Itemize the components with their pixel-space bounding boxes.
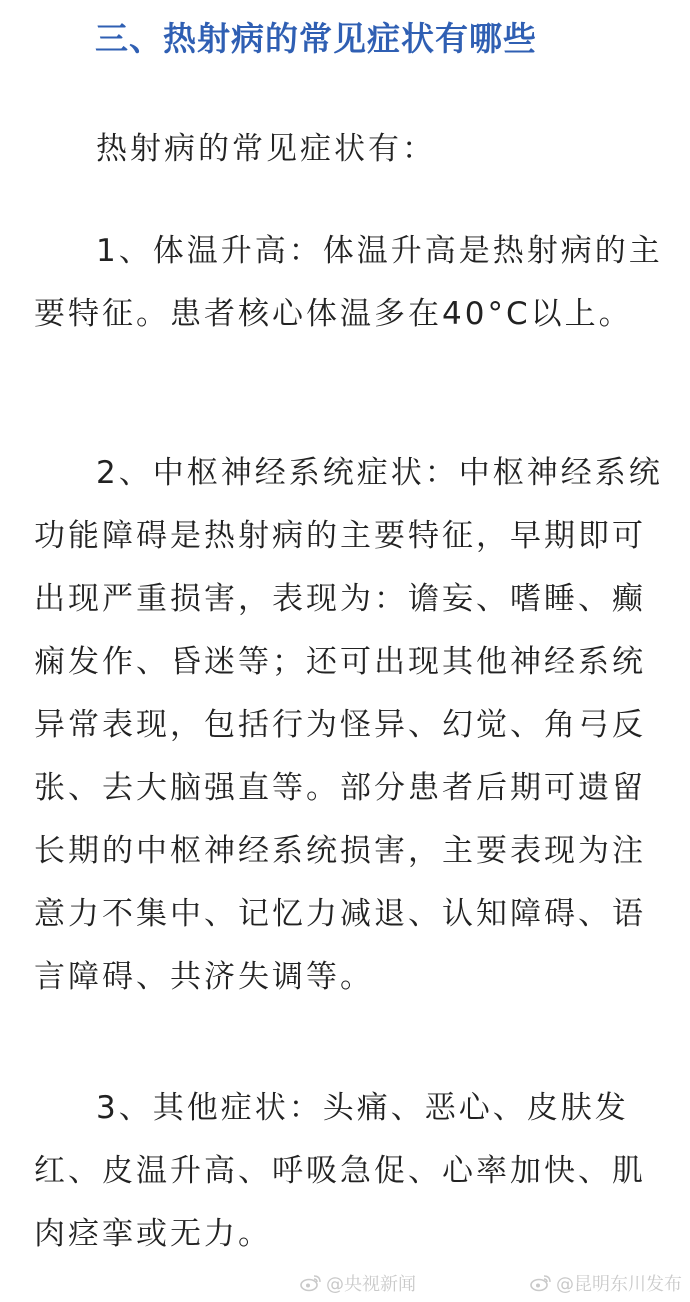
intro-paragraph: 热射病的常见症状有： xyxy=(96,131,436,167)
watermark-cctv xyxy=(300,1268,416,1298)
watermark-text: @央视新闻 xyxy=(326,1274,416,1295)
weibo-icon xyxy=(530,1274,552,1292)
symptom-paragraph-3: 3、其他症状：头痛、恶心、皮肤发红、皮温升高、呼吸急促、心率加快、肌肉痉挛或无力。 xyxy=(34,1090,646,1252)
weibo-icon xyxy=(300,1274,322,1292)
section-heading: 三、热射病的常见症状有哪些 xyxy=(95,19,537,58)
symptom-paragraph-2: 2、中枢神经系统症状：中枢神经系统功能障碍是热射病的主要特征，早期即可出现严重损害，表现为：谵妄、嗜睡、癫痫发作、昏迷等；还可出现其他神经系统异常表现，包括行为怪异、幻觉、角弓反张、去大脑强直等。部分患者后期可遗留长期的中枢神经系统损害，主要表现为注意力不集中、记忆力减退、认知障碍、语言障碍、共济失调等。 xyxy=(34,455,663,995)
symptom-paragraph-1: 1、体温升高：体温升高是热射病的主要特征。患者核心体温多在40°C以上。 xyxy=(34,233,663,332)
watermark-text: @昆明东川发布 xyxy=(556,1274,682,1295)
watermark-dongchuan xyxy=(530,1268,682,1298)
